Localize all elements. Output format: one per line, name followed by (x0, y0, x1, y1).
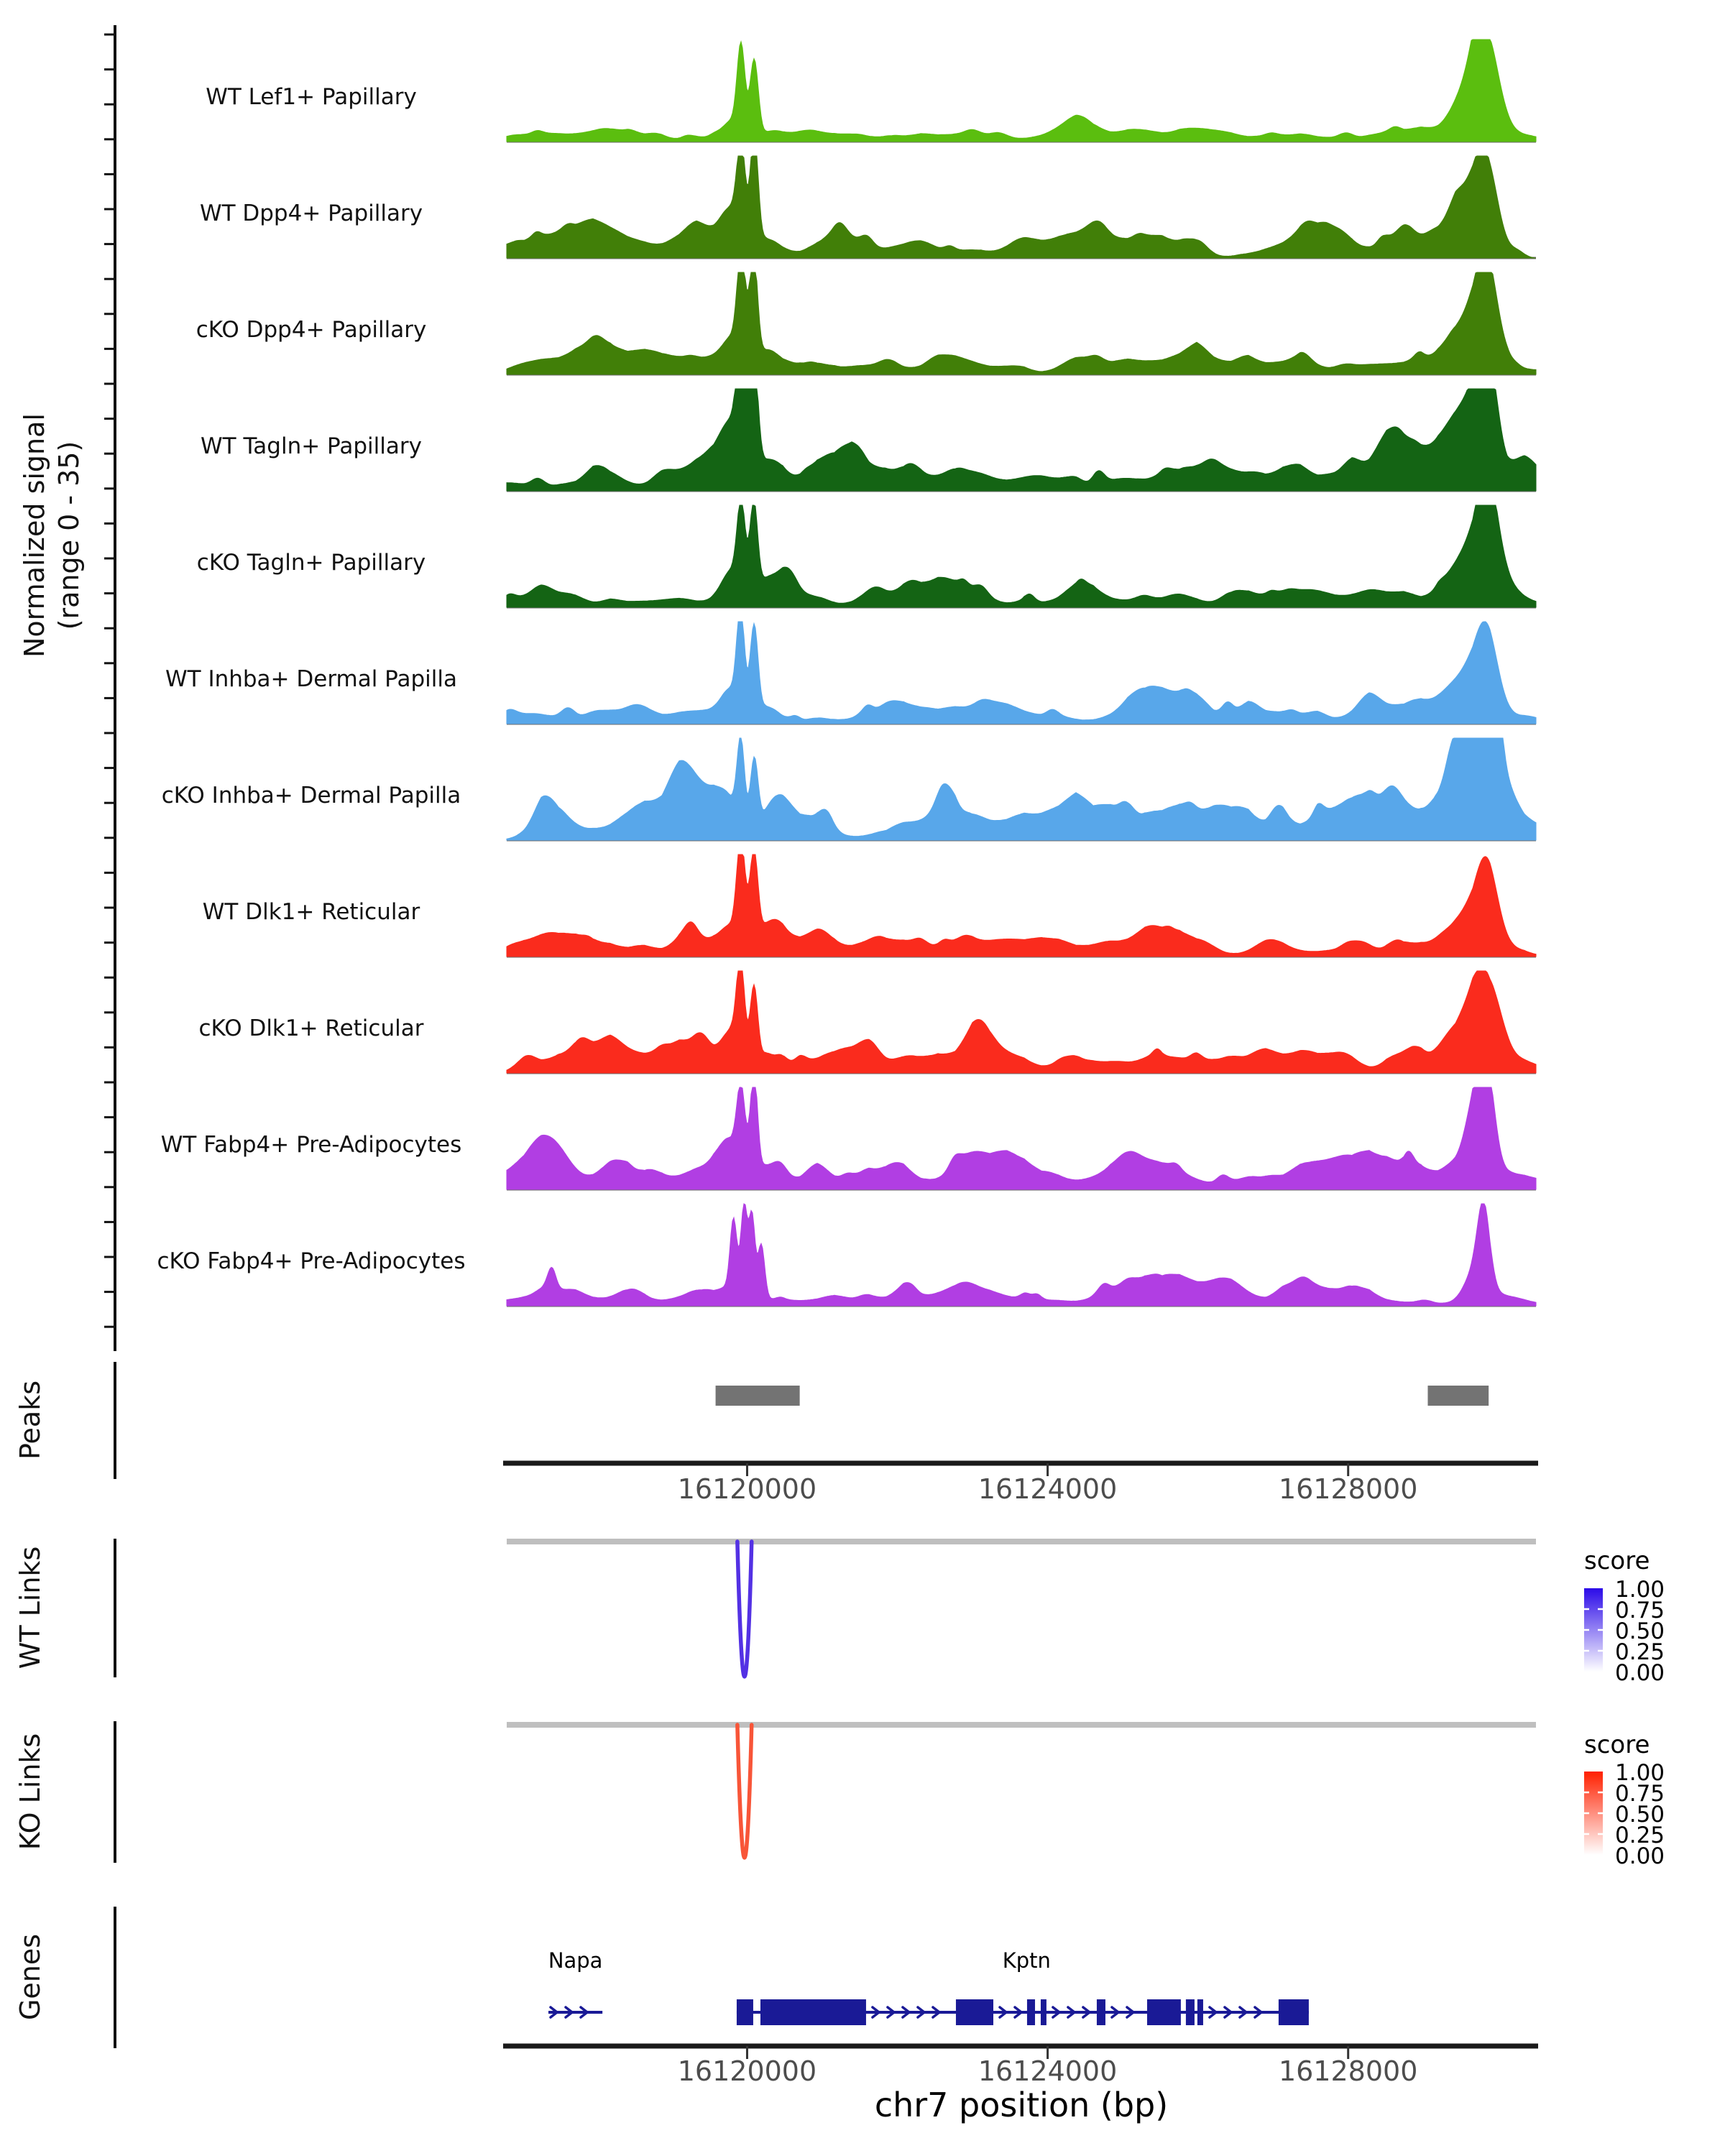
peaks-panel-label: Peaks (14, 1380, 46, 1460)
coverage-area-track-0 (507, 40, 1536, 142)
score-legend-value: 0.50 (1615, 1802, 1665, 1828)
gene-exon (760, 1999, 866, 2025)
track-label-cko-inhba: cKO Inhba+ Dermal Papilla (161, 783, 461, 808)
score-legend-value: 0.75 (1615, 1598, 1665, 1623)
peak-box-0 (716, 1386, 800, 1406)
gene-exon (1041, 1999, 1046, 2025)
coverage-area-track-1 (507, 156, 1536, 258)
coverage-area-track-3 (507, 389, 1536, 491)
wt-links-panel-label: WT Links (14, 1546, 46, 1669)
y-axis-label-line2: (range 0 - 35) (53, 441, 85, 630)
coverage-area-track-9 (507, 1087, 1536, 1189)
track-label-cko-tagln: cKO Tagln+ Papillary (196, 550, 426, 576)
upper-genome-tick-label: 16124000 (978, 1473, 1118, 1505)
score-legend-value: 0.25 (1615, 1823, 1665, 1848)
lower-genome-tick-label: 16124000 (978, 2055, 1118, 2087)
score-legend-value: 0.50 (1615, 1618, 1665, 1644)
lower-genome-tick-label: 16120000 (677, 2055, 817, 2087)
x-axis-title: chr7 position (bp) (874, 2086, 1169, 2124)
track-label-wt-inhba: WT Inhba+ Dermal Papilla (165, 666, 457, 692)
gene-name-kptn: Kptn (1002, 1948, 1051, 1973)
coverage-area-track-8 (507, 971, 1536, 1073)
gene-exon (1027, 1999, 1035, 2025)
track-label-cko-dpp4: cKO Dpp4+ Papillary (196, 317, 427, 343)
link-arc (737, 1725, 752, 1858)
track-label-cko-fabp4: cKO Fabp4+ Pre-Adipocytes (157, 1248, 466, 1274)
track-label-wt-tagln: WT Tagln+ Papillary (201, 433, 422, 459)
gene-exon (1186, 1999, 1195, 2025)
gene-exon (1197, 1999, 1203, 2025)
coverage-area-track-10 (507, 1204, 1536, 1306)
gene-exon (737, 1999, 753, 2025)
track-label-wt-dlk1: WT Dlk1+ Reticular (202, 899, 420, 925)
gene-name-napa: Napa (548, 1948, 603, 1973)
y-axis-label-line1: Normalized signal (19, 413, 50, 658)
lower-genome-tick-label: 16128000 (1278, 2055, 1418, 2087)
wt-score-legend-title: score (1584, 1547, 1650, 1575)
gene-exon (956, 1999, 993, 2025)
coverage-area-track-7 (507, 854, 1536, 957)
score-legend-value: 0.25 (1615, 1639, 1665, 1665)
score-legend-value: 0.75 (1615, 1781, 1665, 1807)
gene-exon (1097, 1999, 1105, 2025)
score-legend-value: 1.00 (1615, 1577, 1665, 1603)
y-axis-label (17, 413, 86, 658)
coverage-area-track-4 (507, 505, 1536, 607)
track-label-cko-dlk1: cKO Dlk1+ Reticular (198, 1015, 424, 1041)
coverage-area-track-2 (507, 272, 1536, 374)
peak-box-1 (1427, 1386, 1489, 1406)
gene-exon (1147, 1999, 1181, 2025)
track-label-wt-lef1: WT Lef1+ Papillary (206, 84, 417, 110)
link-arc (737, 1542, 752, 1677)
genes-panel-label: Genes (14, 1933, 46, 2021)
upper-genome-tick-label: 16128000 (1278, 1473, 1418, 1505)
score-legend-value: 1.00 (1615, 1760, 1665, 1786)
score-legend-value: 0.00 (1615, 1660, 1665, 1686)
track-label-wt-dpp4: WT Dpp4+ Papillary (199, 201, 423, 226)
ko-score-legend-title: score (1584, 1731, 1650, 1759)
track-label-wt-fabp4: WT Fabp4+ Pre-Adipocytes (160, 1132, 462, 1158)
coverage-area-track-6 (507, 738, 1536, 840)
coverage-area-track-5 (507, 622, 1536, 724)
gene-exon (1279, 1999, 1309, 2025)
upper-genome-tick-label: 16120000 (677, 1473, 817, 1505)
ko-links-panel-label: KO Links (14, 1733, 46, 1851)
score-legend-value: 0.00 (1615, 1843, 1665, 1869)
